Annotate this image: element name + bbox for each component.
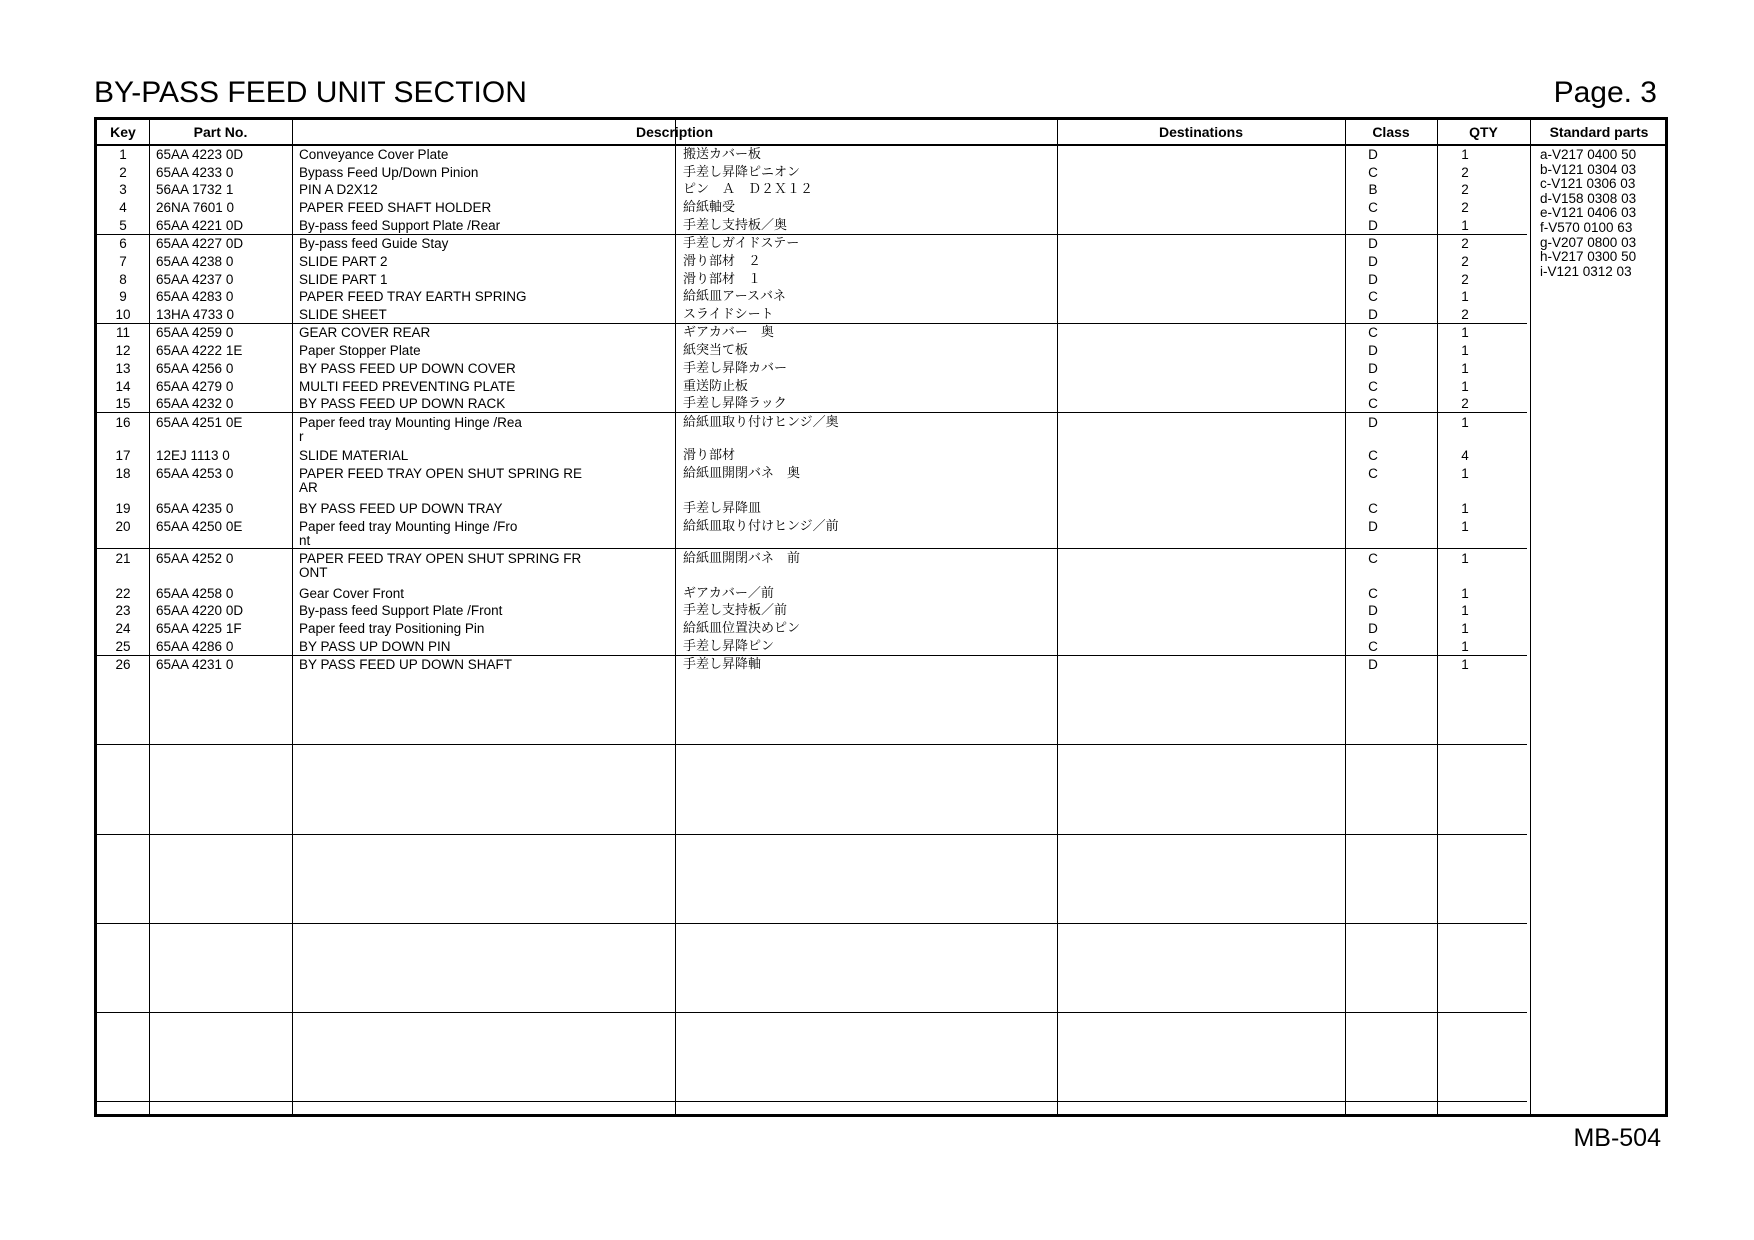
row-description-jp: ピン Ａ Ｄ２Ｘ１２ [683, 182, 814, 197]
row-description-jp: 給紙皿位置決めピン [683, 621, 801, 636]
table-row [97, 604, 1665, 621]
row-key: 8 [119, 272, 127, 287]
row-part-no: 65AA 4283 0 [156, 289, 234, 304]
row-key: 24 [115, 621, 131, 636]
row-qty: 1 [1461, 325, 1469, 340]
row-key: 9 [119, 289, 127, 304]
row-qty: 2 [1461, 236, 1469, 251]
row-description: Paper feed tray Positioning Pin [299, 621, 485, 636]
table-row [97, 201, 1665, 218]
row-key: 21 [115, 551, 131, 566]
row-key: 4 [119, 200, 127, 215]
row-description: PAPER FEED TRAY EARTH SPRING [299, 289, 527, 304]
row-description: Bypass Feed Up/Down Pinion [299, 165, 479, 180]
table-row [97, 466, 1665, 495]
row-key: 11 [115, 325, 130, 340]
standard-part: f-V570 0100 63 [1540, 219, 1633, 235]
row-key: 23 [115, 603, 131, 618]
row-part-no: 12EJ 1113 0 [156, 448, 230, 463]
row-class: C [1368, 396, 1378, 411]
row-part-no: 65AA 4251 0E [156, 415, 243, 430]
row-key: 3 [119, 182, 127, 197]
table-row [97, 344, 1665, 361]
document-code: MB-504 [1573, 1124, 1661, 1152]
row-description: BY PASS FEED UP DOWN TRAY [299, 501, 503, 516]
row-qty: 1 [1461, 501, 1469, 516]
row-qty: 1 [1461, 639, 1469, 654]
row-key: 15 [115, 396, 131, 411]
table-row [97, 640, 1665, 657]
standard-part: c-V121 0306 03 [1540, 176, 1636, 192]
header-description: Description [635, 124, 713, 140]
header-qty: QTY [1469, 124, 1498, 140]
row-part-no: 65AA 4222 1E [156, 343, 243, 358]
row-key: 6 [119, 236, 127, 251]
row-description: PAPER FEED SHAFT HOLDER [299, 200, 492, 215]
row-part-no: 65AA 4256 0 [156, 361, 234, 376]
row-class: D [1368, 621, 1378, 636]
row-description-jp: 手差し昇降皿 [683, 501, 762, 516]
row-description: By-pass feed Support Plate /Rear [299, 218, 501, 233]
row-description: SLIDE PART 1 [299, 272, 388, 287]
row-key: 18 [115, 466, 131, 481]
row-part-no: 26NA 7601 0 [156, 200, 235, 215]
row-description-jp: 手差し支持板／奥 [683, 218, 788, 233]
row-qty: 2 [1461, 272, 1469, 287]
row-part-no: 65AA 4253 0 [156, 466, 234, 481]
table-row [97, 551, 1665, 580]
row-key: 20 [115, 519, 131, 534]
row-class: D [1368, 603, 1378, 618]
row-class: D [1368, 657, 1378, 672]
row-qty: 2 [1461, 396, 1469, 411]
header-key: Key [110, 124, 136, 140]
row-description-jp: 給紙皿アースバネ [683, 289, 786, 304]
standard-part: b-V121 0304 03 [1540, 161, 1637, 177]
row-part-no: 65AA 4258 0 [156, 586, 234, 601]
row-class: C [1368, 289, 1378, 304]
row-key: 10 [115, 307, 131, 322]
row-part-no: 65AA 4235 0 [156, 501, 234, 516]
row-class: D [1368, 343, 1378, 358]
standard-part: a-V217 0400 50 [1540, 147, 1637, 162]
row-qty: 1 [1461, 343, 1469, 358]
standard-part: i-V121 0312 03 [1540, 263, 1632, 279]
table-row [97, 380, 1665, 397]
parts-table [94, 117, 1668, 1117]
row-description: By-pass feed Guide Stay [299, 236, 449, 251]
row-class: D [1368, 361, 1378, 376]
row-part-no: 56AA 1732 1 [156, 182, 234, 197]
row-description: SLIDE MATERIAL [299, 448, 409, 463]
table-row [97, 362, 1665, 379]
row-key: 19 [115, 501, 131, 516]
table-row [97, 519, 1665, 548]
row-description: SLIDE SHEET [299, 307, 387, 322]
row-part-no: 65AA 4227 0D [156, 236, 244, 251]
row-description: Paper feed tray Mounting Hinge /Rea r [299, 415, 522, 444]
row-part-no: 13HA 4733 0 [156, 307, 235, 322]
row-qty: 1 [1461, 361, 1469, 376]
row-qty: 1 [1461, 586, 1469, 601]
row-description: BY PASS FEED UP DOWN COVER [299, 361, 516, 376]
row-class: D [1368, 307, 1378, 322]
table-row [97, 397, 1665, 414]
row-part-no: 65AA 4252 0 [156, 551, 234, 566]
row-class: C [1368, 501, 1378, 516]
row-key: 22 [115, 586, 131, 601]
row-description-jp: 滑り部材 ２ [683, 254, 762, 269]
row-description-jp: 手差し支持板／前 [683, 603, 788, 618]
row-description-jp: 搬送カバー板 [683, 147, 762, 162]
row-class: D [1368, 147, 1378, 162]
row-description-jp: 重送防止板 [683, 379, 749, 394]
table-row [97, 449, 1665, 466]
row-description-jp: 手差し昇降ラック [683, 396, 787, 411]
row-qty: 1 [1461, 415, 1469, 430]
row-class: C [1368, 165, 1378, 180]
row-class: D [1368, 415, 1378, 430]
row-key: 26 [115, 657, 131, 672]
row-class: C [1368, 200, 1378, 215]
row-description: SLIDE PART 2 [299, 254, 388, 269]
page-number: Page. 3 [1553, 76, 1657, 109]
row-qty: 1 [1461, 289, 1469, 304]
row-qty: 1 [1461, 621, 1469, 636]
row-key: 7 [119, 254, 127, 269]
row-qty: 2 [1461, 200, 1469, 215]
row-key: 2 [119, 165, 127, 180]
row-description: Conveyance Cover Plate [299, 147, 449, 162]
row-class: D [1368, 272, 1378, 287]
row-part-no: 65AA 4225 1F [156, 621, 242, 636]
table-row [97, 290, 1665, 307]
row-key: 12 [115, 343, 131, 358]
row-part-no: 65AA 4231 0 [156, 657, 234, 672]
row-description: Paper feed tray Mounting Hinge /Fro nt [299, 519, 518, 548]
row-key: 5 [119, 218, 127, 233]
header-part-no: Part No. [193, 124, 248, 140]
table-row [97, 183, 1665, 200]
row-description-jp: ギアカバー／前 [683, 586, 774, 601]
row-key: 17 [115, 448, 131, 463]
row-class: D [1368, 218, 1378, 233]
row-class: C [1368, 325, 1378, 340]
row-class: B [1368, 182, 1378, 197]
row-class: C [1368, 466, 1378, 481]
row-description-jp: 給紙軸受 [683, 200, 736, 215]
row-description: Paper Stopper Plate [299, 343, 421, 358]
table-row [97, 219, 1665, 236]
row-qty: 2 [1461, 182, 1469, 197]
table-row [97, 415, 1665, 444]
header-destinations: Destinations [1158, 124, 1243, 140]
table-row [97, 166, 1665, 183]
table-row [97, 308, 1665, 325]
row-description: Gear Cover Front [299, 586, 405, 601]
row-description-jp: 手差し昇降カバー [683, 361, 788, 376]
row-description-jp: 手差しガイドステー [683, 236, 800, 251]
row-qty: 1 [1461, 519, 1469, 534]
row-class: D [1368, 254, 1378, 269]
row-part-no: 65AA 4223 0D [156, 147, 244, 162]
row-part-no: 65AA 4250 0E [156, 519, 243, 534]
row-qty: 1 [1461, 218, 1469, 233]
row-description-jp: 滑り部材 １ [683, 272, 762, 287]
row-qty: 4 [1461, 448, 1469, 463]
header-class: Class [1372, 124, 1410, 140]
row-description: PAPER FEED TRAY OPEN SHUT SPRING FR ONT [299, 551, 582, 580]
row-description-jp: 手差し昇降ピニオン [683, 165, 801, 180]
row-class: D [1368, 519, 1378, 534]
row-description: PAPER FEED TRAY OPEN SHUT SPRING RE AR [299, 466, 583, 495]
table-row [97, 502, 1665, 519]
row-description-jp: ギアカバー 奥 [683, 325, 774, 340]
row-key: 14 [115, 379, 131, 394]
row-part-no: 65AA 4238 0 [156, 254, 234, 269]
table-row [97, 622, 1665, 639]
row-key: 16 [115, 415, 131, 430]
row-qty: 1 [1461, 379, 1469, 394]
row-class: C [1368, 639, 1378, 654]
row-class: C [1368, 586, 1378, 601]
table-row [97, 148, 1665, 165]
row-qty: 2 [1461, 307, 1469, 322]
table-row [97, 658, 1665, 675]
row-qty: 1 [1461, 657, 1469, 672]
row-qty: 2 [1461, 165, 1469, 180]
row-description: GEAR COVER REAR [299, 325, 431, 340]
row-qty: 1 [1461, 551, 1469, 566]
row-description-jp: 給紙皿開閉バネ 奥 [683, 466, 801, 481]
row-class: C [1368, 379, 1378, 394]
standard-part: e-V121 0406 03 [1540, 205, 1637, 221]
row-description-jp: 手差し昇降ピン [683, 639, 775, 654]
row-description-jp: 給紙皿開閉バネ 前 [683, 551, 801, 566]
row-key: 25 [115, 639, 131, 654]
row-part-no: 65AA 4279 0 [156, 379, 234, 394]
standard-part: d-V158 0308 03 [1540, 190, 1637, 206]
row-part-no: 65AA 4221 0D [156, 218, 244, 233]
row-class: C [1368, 448, 1378, 463]
row-class: C [1368, 551, 1378, 566]
row-class: D [1368, 236, 1378, 251]
standard-parts-list [1540, 148, 1636, 279]
table-row [97, 587, 1665, 604]
row-part-no: 65AA 4220 0D [156, 603, 244, 618]
row-qty: 2 [1461, 254, 1469, 269]
row-qty: 1 [1461, 603, 1469, 618]
row-description-jp: 手差し昇降軸 [683, 657, 762, 672]
row-description: PIN A D2X12 [299, 182, 378, 197]
row-part-no: 65AA 4233 0 [156, 165, 234, 180]
standard-part: g-V207 0800 03 [1540, 234, 1637, 250]
row-key: 1 [119, 147, 127, 162]
row-part-no: 65AA 4259 0 [156, 325, 234, 340]
row-description: BY PASS FEED UP DOWN RACK [299, 396, 506, 411]
row-part-no: 65AA 4237 0 [156, 272, 234, 287]
table-row [97, 273, 1665, 290]
table-row [97, 326, 1665, 343]
row-description: By-pass feed Support Plate /Front [299, 603, 503, 618]
table-row [97, 234, 1665, 254]
row-description: BY PASS FEED UP DOWN SHAFT [299, 657, 513, 672]
row-qty: 1 [1461, 147, 1469, 162]
row-description-jp: 紙突当て板 [683, 343, 749, 358]
standard-part: h-V217 0300 50 [1540, 249, 1637, 265]
row-qty: 1 [1461, 466, 1469, 481]
row-key: 13 [115, 361, 131, 376]
row-description: BY PASS UP DOWN PIN [299, 639, 451, 654]
row-description-jp: 給紙皿取り付けヒンジ／前 [683, 519, 839, 534]
page-title: BY-PASS FEED UNIT SECTION [94, 76, 527, 109]
row-description-jp: 滑り部材 [683, 448, 736, 463]
row-part-no: 65AA 4232 0 [156, 396, 234, 411]
header-standard-parts: Standard parts [1549, 124, 1649, 140]
row-part-no: 65AA 4286 0 [156, 639, 234, 654]
table-row [97, 255, 1665, 272]
row-description-jp: スライドシート [683, 307, 774, 322]
row-description: MULTI FEED PREVENTING PLATE [299, 379, 516, 394]
row-description-jp: 給紙皿取り付けヒンジ／奥 [683, 415, 839, 430]
